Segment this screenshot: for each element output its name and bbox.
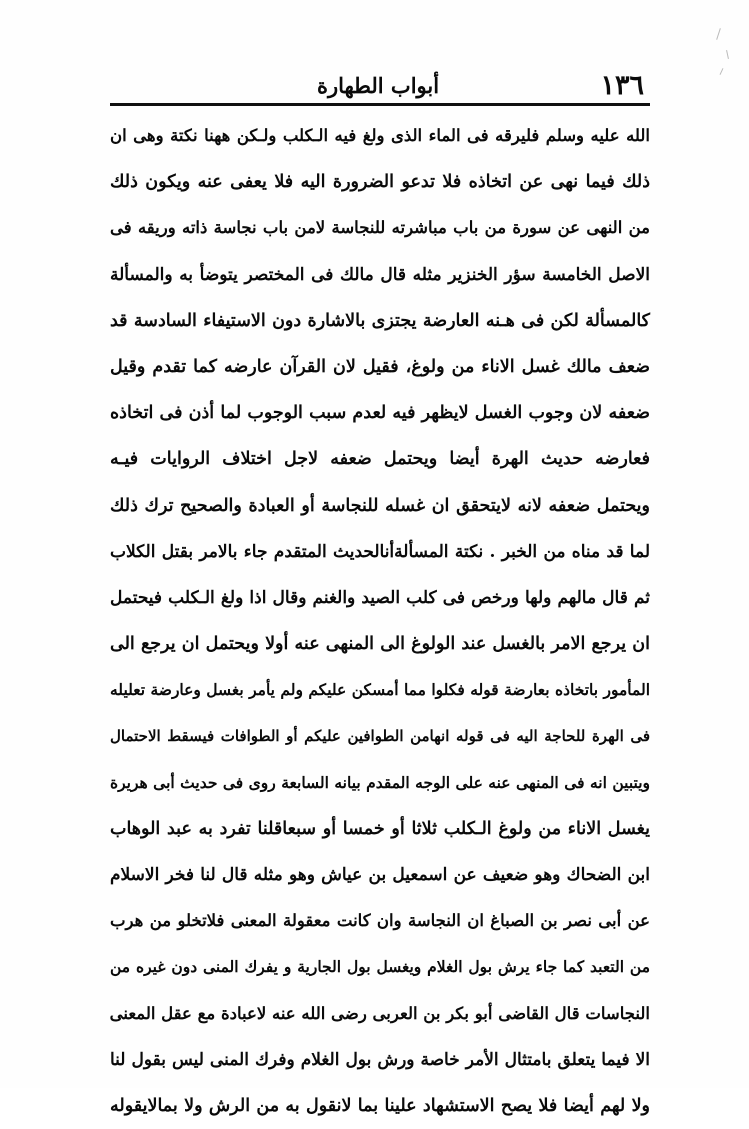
text-line: يغسل الاناء من ولوغ الـكلب ثلاثا أو خمسا أو سبعاقلنا تفرد به عبد الوهاب (110, 818, 650, 839)
text-line: ويتبين انه فى المنهى عنه على الوجه المقدم بيانه السابعة روى فى حديث أبى هريرة (110, 772, 650, 792)
margin-scribble (716, 28, 721, 40)
text-line: ولا لهم أيضا فلا يصح الاستشهاد علينا بما لانقول به من الرش ولا بمالايقوله (110, 1095, 650, 1116)
text-line: ضعفه لان وجوب الغسل لايظهر فيه لعدم سبب الوجوب لما أذن فى اتخاذه (110, 403, 650, 424)
page-number: ١٣٦ (600, 70, 644, 101)
running-title: أبواب الطهارة (316, 73, 440, 98)
text-line: من التعبد كما جاء يرش بول الغلام ويغسل بول الجارية و يفرك المنى دون غيره من (110, 957, 650, 977)
text-line: فى الهرة للحاجة اليه فى قوله انهامن الطوافين عليكم أو الطوافات فيسقط الاحتمال (110, 727, 650, 746)
text-line: ويحتمل ضعفه لانه لايتحقق ان غسله للنجاسة أو العبادة والصحيح ترك ذلك (110, 495, 650, 516)
text-line: ذلك فيما نهى عن اتخاذه فلا تدعو الضرورة اليه فلا يعفى عنه ويكون ذلك (110, 172, 650, 193)
margin-scribble (726, 50, 729, 59)
text-line: كالمسألة لكن فى هـنه العارضة يجتزى بالاشارة دون الاستيفاء السادسة قد (110, 310, 650, 331)
text-line: الله عليه وسلم فليرقه فى الماء الذى ولغ فيه الـكلب ولـكن ههنا نكتة وهى ان (110, 126, 650, 145)
text-line: لما قد مناه من الخبر . نكتة المسألةأنالحديث المتقدم جاء بالامر بقتل الكلاب (110, 541, 650, 562)
text-line: المأمور باتخاذه بعارضة قوله فكلوا مما أمسكن عليكم ولم يأمر بغسل وعارضة تعليله (110, 680, 650, 700)
margin-scribble (720, 68, 724, 75)
text-line: ان يرجع الامر بالغسل عند الولوغ الى المنهى عنه أولا ويحتمل ان يرجع الى (110, 634, 650, 655)
text-line: الا فيما يتعلق بامتثال الأمر خاصة ورش بول الغلام وفرك المنى ليس بقول لنا (110, 1049, 650, 1070)
text-line: الاصل الخامسة سؤر الخنزير مثله قال مالك فى المختصر يتوضأ به والمسألة (110, 264, 650, 285)
text-line: النجاسات قال القاضى أبو بكر بن العربى رضى الله عنه لاعبادة مع عقل المعنى (109, 1003, 650, 1023)
text-line: فعارضه حديث الهرة أيضا ويحتمل ضعفه لاجل اختلاف الروايات فيـه (110, 449, 650, 470)
page-header (112, 70, 644, 102)
text-line: ضعف مالك غسل الاناء من ولوغ، فقيل لان القرآن عارضه كما تقدم وقيل (110, 356, 650, 377)
header-rule (110, 103, 650, 106)
text-line: ثم قال مالهم ولها ورخص فى كلب الصيد والغنم وقال اذا ولغ الـكلب فيحتمل (110, 587, 650, 608)
body-text (110, 113, 650, 1129)
text-line: من النهى عن سورة من باب مباشرته للنجاسة لامن باب نجاسة ذاته وريقه فى (110, 218, 650, 238)
text-line: عن أبى نصر بن الصباغ ان النجاسة وان كانت معقولة المعنى فلاتخلو من هرب (110, 911, 650, 931)
text-line: ابن الضحاك وهو ضعيف عن اسمعيل بن عياش وهو مثله قال لنا فخر الاسلام (110, 865, 650, 885)
